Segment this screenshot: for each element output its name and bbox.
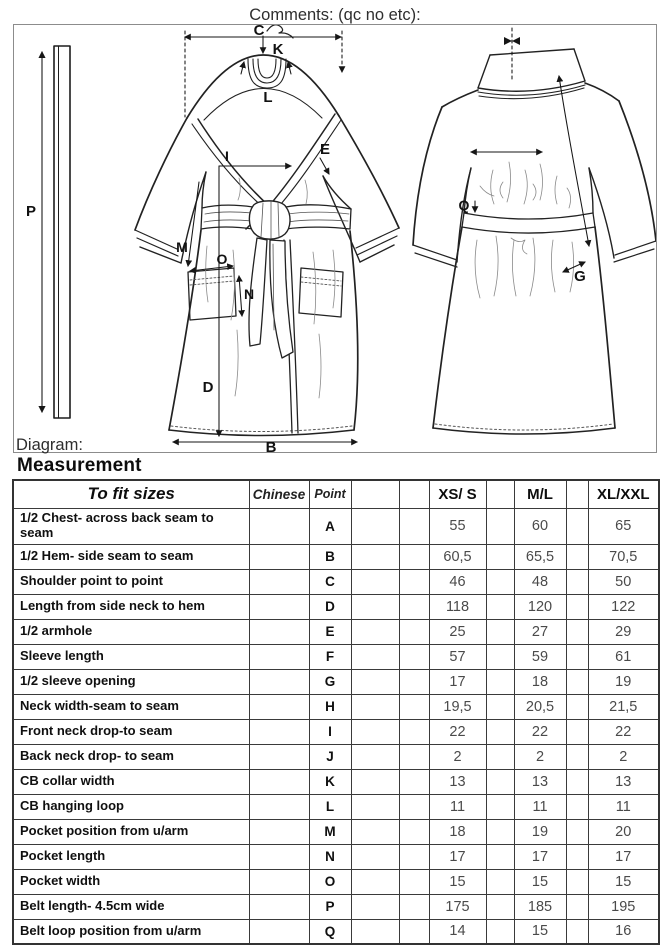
value-m-l: 13 [514,769,566,794]
value-xl-xxl: 65 [588,508,659,544]
value-xl-xxl: 70,5 [588,544,659,569]
dim-label-l: L [263,89,273,106]
point-cell: L [309,794,351,819]
value-xs-s: 15 [429,869,486,894]
value-xl-xxl: 22 [588,719,659,744]
blank-cell [351,894,399,919]
gap-cell [486,508,514,544]
chinese-cell [249,894,309,919]
table-row [13,819,659,844]
point-cell: C [309,569,351,594]
value-xl-xxl: 195 [588,894,659,919]
value-m-l: 185 [514,894,566,919]
table-row [13,594,659,619]
spec-label: 1/2 armhole [13,619,249,644]
value-xs-s: 22 [429,719,486,744]
spec-label: 1/2 Chest- across back seam to seam [13,508,249,544]
blank-cell [351,644,399,669]
value-xs-s: 11 [429,794,486,819]
value-xl-xxl: 13 [588,769,659,794]
gap-cell [486,794,514,819]
blank-cell [351,819,399,844]
value-m-l: 18 [514,669,566,694]
value-xs-s: 60,5 [429,544,486,569]
table-row [13,644,659,669]
value-xs-s: 19,5 [429,694,486,719]
blank-cell [351,869,399,894]
value-xs-s: 25 [429,619,486,644]
spec-label: Front neck drop-to seam [13,719,249,744]
chinese-cell [249,744,309,769]
gap-cell [486,894,514,919]
gap-cell [566,769,588,794]
gap-cell [566,744,588,769]
value-xs-s: 14 [429,919,486,944]
spec-label: Belt loop position from u/arm [13,919,249,944]
value-m-l: 15 [514,919,566,944]
spec-label: 1/2 sleeve opening [13,669,249,694]
blank-cell [399,744,429,769]
belt-bar-drawing [42,46,70,418]
value-xs-s: 13 [429,769,486,794]
chinese-cell [249,619,309,644]
value-xs-s: 55 [429,508,486,544]
blank-cell [351,619,399,644]
blank-cell [399,794,429,819]
spec-label: Pocket width [13,869,249,894]
blank-cell [351,769,399,794]
point-cell: I [309,719,351,744]
table-header-row [13,480,659,508]
gap-cell [486,619,514,644]
blank-cell [351,508,399,544]
blank-cell [399,694,429,719]
value-xl-xxl: 19 [588,669,659,694]
value-xl-xxl: 122 [588,594,659,619]
blank-cell [351,919,399,944]
table-row [13,508,659,544]
col-header-gap-1 [486,480,514,508]
blank-cell [351,744,399,769]
gap-cell [566,844,588,869]
value-xs-s: 17 [429,669,486,694]
value-m-l: 19 [514,819,566,844]
gap-cell [486,694,514,719]
point-cell: N [309,844,351,869]
point-cell: A [309,508,351,544]
table-row [13,569,659,594]
point-cell: H [309,694,351,719]
blank-cell [399,644,429,669]
value-xs-s: 17 [429,844,486,869]
gap-cell [486,819,514,844]
point-cell: P [309,894,351,919]
gap-cell [486,669,514,694]
value-m-l: 17 [514,844,566,869]
measurement-heading: Measurement [17,455,142,476]
chinese-cell [249,869,309,894]
back-view-drawing [413,49,656,434]
chinese-cell [249,508,309,544]
blank-cell [399,569,429,594]
blank-cell [399,769,429,794]
gap-cell [486,844,514,869]
gap-cell [486,594,514,619]
dim-label-g: G [574,268,586,285]
spec-label: CB hanging loop [13,794,249,819]
blank-cell [351,669,399,694]
blank-cell [399,544,429,569]
table-row [13,769,659,794]
gap-cell [566,594,588,619]
spec-label: Pocket length [13,844,249,869]
col-header-to-fit-sizes: To fit sizes [13,480,249,508]
chinese-cell [249,544,309,569]
gap-cell [566,894,588,919]
value-m-l: 48 [514,569,566,594]
spec-label: Pocket position from u/arm [13,819,249,844]
col-header-point: Point [309,480,351,508]
blank-cell [399,844,429,869]
col-header-blank-2 [399,480,429,508]
value-m-l: 120 [514,594,566,619]
point-cell: G [309,669,351,694]
value-xs-s: 46 [429,569,486,594]
dim-label-m: M [176,239,188,255]
dim-label-p: P [25,203,37,220]
blank-cell [351,844,399,869]
gap-cell [566,869,588,894]
value-m-l: 2 [514,744,566,769]
value-xl-xxl: 20 [588,819,659,844]
gap-cell [486,744,514,769]
value-xs-s: 118 [429,594,486,619]
value-xs-s: 57 [429,644,486,669]
col-header-xl-xxl: XL/XXL [588,480,659,508]
blank-cell [399,869,429,894]
spec-label: Sleeve length [13,644,249,669]
dim-label-c: C [253,25,265,39]
col-header-m-l: M/L [514,480,566,508]
dim-label-b: B [265,439,277,452]
chinese-cell [249,794,309,819]
blank-cell [399,819,429,844]
gap-cell [566,669,588,694]
value-m-l: 20,5 [514,694,566,719]
gap-cell [566,644,588,669]
dim-label-e: E [319,141,331,158]
gap-cell [486,719,514,744]
blank-cell [399,669,429,694]
blank-cell [351,719,399,744]
value-m-l: 11 [514,794,566,819]
chinese-cell [249,719,309,744]
table-row [13,669,659,694]
chinese-cell [249,919,309,944]
point-cell: O [309,869,351,894]
blank-cell [399,894,429,919]
gap-cell [486,644,514,669]
blank-cell [399,594,429,619]
value-m-l: 60 [514,508,566,544]
chinese-cell [249,669,309,694]
spec-label: Neck width-seam to seam [13,694,249,719]
dim-label-k: K [272,41,284,58]
dim-label-q: Q [458,197,470,213]
value-xl-xxl: 17 [588,844,659,869]
value-xs-s: 2 [429,744,486,769]
diagram-caption: Diagram: [16,436,83,454]
table-row [13,744,659,769]
value-m-l: 22 [514,719,566,744]
blank-cell [351,794,399,819]
point-cell: Q [309,919,351,944]
col-header-xs-s: XS/ S [429,480,486,508]
gap-cell [566,794,588,819]
table-row [13,619,659,644]
blank-cell [351,544,399,569]
value-xl-xxl: 29 [588,619,659,644]
value-xs-s: 175 [429,894,486,919]
dim-label-n: N [243,286,255,302]
value-xs-s: 18 [429,819,486,844]
back-dimension-arrows [471,28,589,272]
chinese-cell [249,694,309,719]
spec-label: CB collar width [13,769,249,794]
spec-label: Shoulder point to point [13,569,249,594]
table-row [13,844,659,869]
blank-cell [399,919,429,944]
measurement-rows [13,508,659,944]
value-xl-xxl: 11 [588,794,659,819]
blank-cell [399,508,429,544]
col-header-gap-2 [566,480,588,508]
chinese-cell [249,819,309,844]
gap-cell [486,569,514,594]
point-cell: D [309,594,351,619]
col-header-blank-1 [351,480,399,508]
value-m-l: 59 [514,644,566,669]
gap-cell [566,508,588,544]
table-row [13,694,659,719]
value-m-l: 27 [514,619,566,644]
gap-cell [566,694,588,719]
point-cell: F [309,644,351,669]
value-m-l: 65,5 [514,544,566,569]
gap-cell [566,569,588,594]
chinese-cell [249,644,309,669]
gap-cell [566,919,588,944]
chinese-cell [249,844,309,869]
blank-cell [351,569,399,594]
blank-cell [399,619,429,644]
gap-cell [486,869,514,894]
table-row [13,919,659,944]
table-row [13,894,659,919]
spec-label: 1/2 Hem- side seam to seam [13,544,249,569]
table-row [13,719,659,744]
value-xl-xxl: 50 [588,569,659,594]
value-xl-xxl: 16 [588,919,659,944]
spec-label: Belt length- 4.5cm wide [13,894,249,919]
front-view-drawing [135,25,399,436]
table-row [13,869,659,894]
blank-cell [351,594,399,619]
point-cell: B [309,544,351,569]
measurement-table [12,479,660,945]
robe-technical-drawing [14,25,656,452]
chinese-cell [249,769,309,794]
col-header-chinese: Chinese [249,480,309,508]
value-xl-xxl: 15 [588,869,659,894]
value-xl-xxl: 2 [588,744,659,769]
comments-label: Comments: (qc no etc): [249,6,421,24]
point-cell: K [309,769,351,794]
point-cell: E [309,619,351,644]
blank-cell [351,694,399,719]
dim-label-i: I [225,148,229,164]
chinese-cell [249,594,309,619]
table-row [13,544,659,569]
blank-cell [399,719,429,744]
gap-cell [486,544,514,569]
gap-cell [566,719,588,744]
point-cell: J [309,744,351,769]
gap-cell [566,544,588,569]
chinese-cell [249,569,309,594]
gap-cell [486,919,514,944]
value-xl-xxl: 21,5 [588,694,659,719]
spec-label: Back neck drop- to seam [13,744,249,769]
diagram-box [13,24,657,453]
spec-label: Length from side neck to hem [13,594,249,619]
value-m-l: 15 [514,869,566,894]
gap-cell [566,819,588,844]
value-xl-xxl: 61 [588,644,659,669]
dim-label-d: D [202,379,214,396]
point-cell: M [309,819,351,844]
dim-label-o: O [216,251,228,267]
table-row [13,794,659,819]
gap-cell [566,619,588,644]
gap-cell [486,769,514,794]
